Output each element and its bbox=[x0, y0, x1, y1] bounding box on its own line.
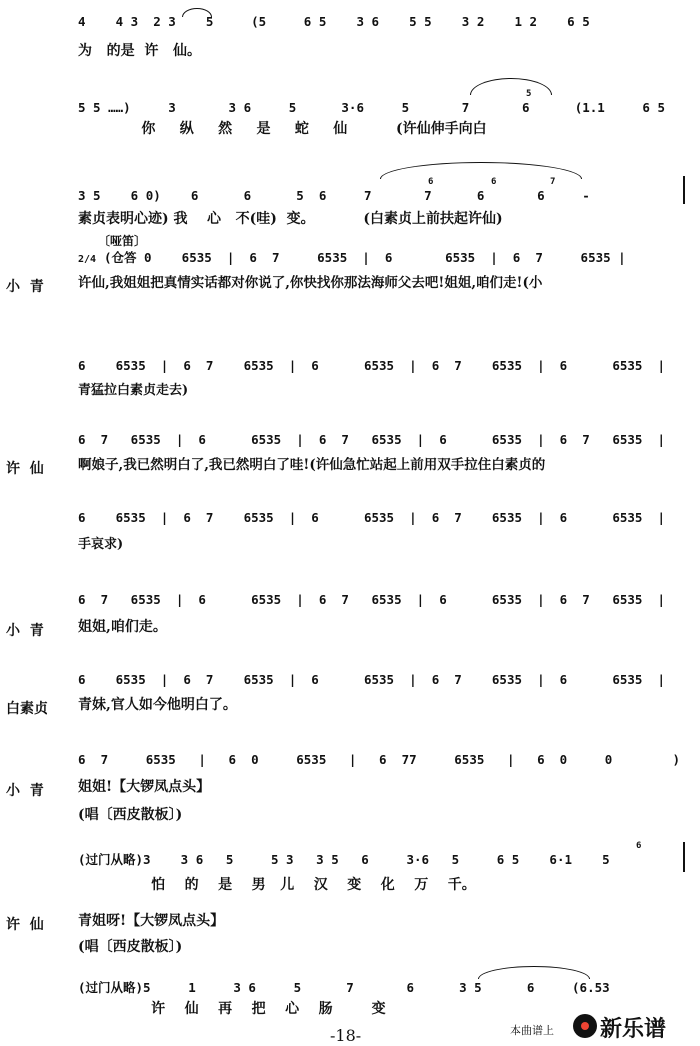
page-number: -18- bbox=[330, 1026, 362, 1045]
lyrics-line-8: 姐姐,咱们走。 bbox=[78, 619, 167, 635]
instrument-header: 〔哑笛〕 bbox=[98, 234, 147, 248]
brand-logo: 新乐谱 bbox=[600, 1017, 667, 1042]
role-name: 许 仙 bbox=[6, 461, 44, 477]
notation-line-8: 6 7 6535 | 6 6535 | 6 7 6535 | 6 6535 | 6 7 6535 | bbox=[78, 592, 665, 607]
barline bbox=[683, 842, 685, 872]
notation-line-11: (过门从略)3 3 6 5 5 3 3 5 6 3·6 5 6 5 6·1 5 bbox=[78, 852, 610, 867]
lyrics-line-6: 啊娘子,我已然明白了,我已然明白了哇!(许仙急忙站起上前用双手拉住白素贞的 bbox=[78, 457, 546, 473]
slur-mark bbox=[470, 78, 552, 95]
grace-note: 6 bbox=[636, 841, 642, 851]
notation-line-1: 4 4 3 2 3 5 (5 6 5 3 6 5 5 3 2 1 2 6 5 bbox=[78, 14, 590, 29]
lyrics-line-3: 素贞表明心迹) 我 心 不(哇) 变。 (白素贞上前扶起许仙) bbox=[78, 211, 503, 227]
lyrics-line-13: 许 仙 再 把 心 肠 变 bbox=[78, 1001, 386, 1017]
watermark-text: 本曲谱上 bbox=[510, 1024, 554, 1037]
lyrics-line-5: 青猛拉白素贞走去) bbox=[78, 383, 189, 398]
grace-note: 7 bbox=[550, 177, 556, 187]
lyrics-line-1: 为 的是 许 仙。 bbox=[78, 43, 201, 59]
notation-line-5: 6 6535 | 6 7 6535 | 6 6535 | 6 7 6535 | 6 6535 | bbox=[78, 358, 665, 373]
vinyl-record-icon bbox=[573, 1014, 597, 1038]
notation-line-13: (过门从略)5 1 3 6 5 7 6 3 5 6 (6.53 bbox=[78, 980, 610, 995]
role-name: 白素贞 bbox=[6, 701, 48, 717]
notation-line-6: 6 7 6535 | 6 6535 | 6 7 6535 | 6 6535 | 6 7 6535 | bbox=[78, 432, 665, 447]
notation-line-7: 6 6535 | 6 7 6535 | 6 6535 | 6 7 6535 | 6 6535 | bbox=[78, 510, 665, 525]
grace-note: 6 bbox=[428, 177, 434, 187]
role-name: 小 青 bbox=[6, 783, 44, 799]
slur-mark bbox=[478, 966, 590, 979]
lyrics-line-9: 青妹,官人如今他明白了。 bbox=[78, 697, 237, 713]
aria-label: (唱〔西皮散板〕) bbox=[78, 939, 183, 955]
grace-note: 6 bbox=[491, 177, 497, 187]
role-name: 小 青 bbox=[6, 623, 44, 639]
lyrics-line-7: 手哀求) bbox=[78, 537, 124, 552]
notation-line-10: 6 7 6535 | 6 0 6535 | 6 77 6535 | 6 0 0 ) bbox=[78, 752, 681, 767]
lyrics-line-4: 许仙,我姐姐把真情实话都对你说了,你快找你那法海师父去吧!姐姐,咱们走!(小 bbox=[78, 275, 543, 291]
notation-line-9: 6 6535 | 6 7 6535 | 6 6535 | 6 7 6535 | 6 6535 | bbox=[78, 672, 665, 687]
notation-line-2: 5 5 ……) 3 3 6 5 3·6 5 7 6 (1.1 6 5 bbox=[78, 100, 665, 115]
lyrics-line-10: 姐姐!【大锣凤点头】 bbox=[78, 779, 211, 795]
aria-label: (唱〔西皮散板〕) bbox=[78, 807, 183, 823]
role-name: 许 仙 bbox=[6, 917, 44, 933]
lyrics-line-2: 你 纵 然 是 蛇 仙 (许仙伸手向白 bbox=[78, 121, 487, 137]
lyrics-line-12: 青姐呀!【大锣凤点头】 bbox=[78, 913, 225, 929]
lyrics-line-11: 怕 的 是 男 儿 汉 变 化 万 千。 bbox=[78, 877, 476, 893]
barline bbox=[683, 176, 685, 204]
slur-mark bbox=[182, 8, 212, 17]
grace-note: 5 bbox=[526, 89, 532, 99]
notation-line-4: (仓答 0 6535 | 6 7 6535 | 6 6535 | 6 7 6535 | bbox=[104, 250, 626, 265]
notation-line-3: 3 5 6 0) 6 6 5 6 7 7 6 6 - bbox=[78, 188, 590, 203]
time-signature: 2/4 bbox=[78, 254, 97, 265]
role-name: 小 青 bbox=[6, 279, 44, 295]
